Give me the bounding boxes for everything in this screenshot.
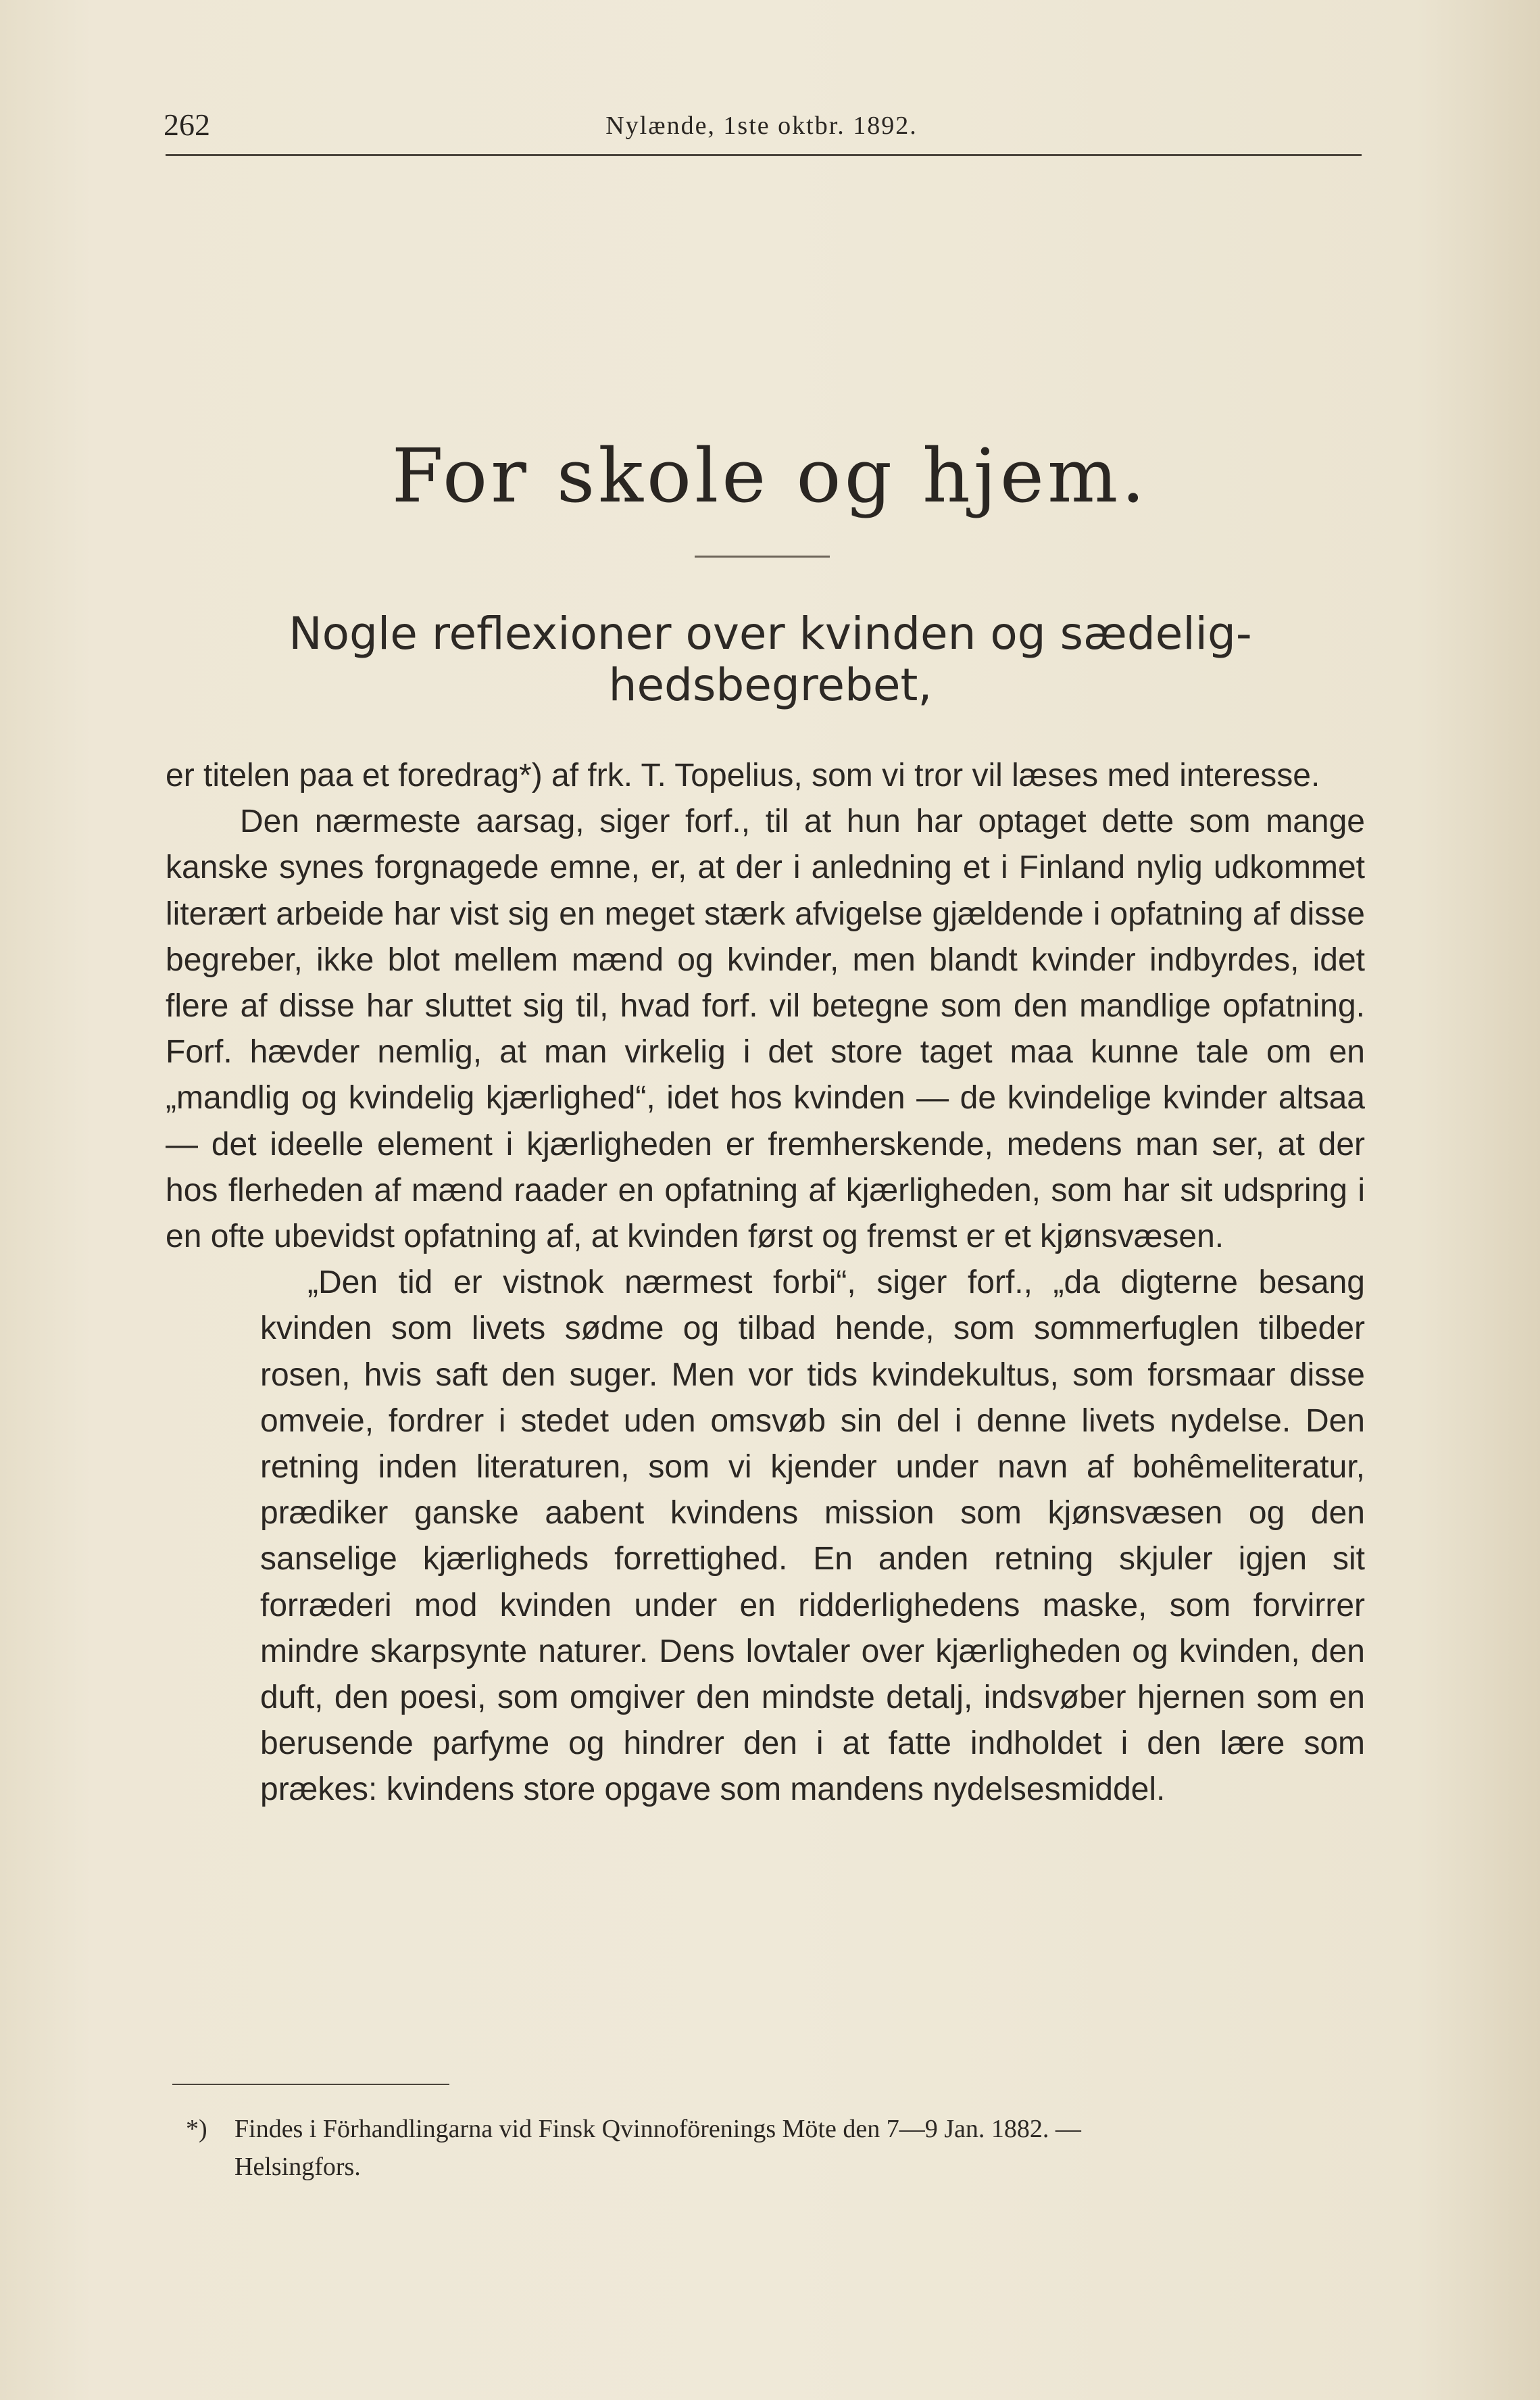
paragraph-cause: Den nærmeste aarsag, siger forf., til at hun har optaget dette som mange kanske synes forgnagede emne, er, at der i anledning et i Finland nylig udkommet literært arbeide har vist sig en meget stærk afvigelse gjældende i opfatning af disse begreber, ikke blot mellem mænd og kvinder, men blandt kvinder indbyrdes, idet flere af disse har sluttet sig til, hvad forf. vil betegne som den mandlige opfatning. Forf. hævder nemlig, at man virkelig i det store taget maa kunne tale om en „mandlig og kvindelig kjærlighed“, idet hos kvinden — de kvindelige kvinder altsaa — det ideelle element i kjærligheden er fremherskende, medens man ser, at der hos flerheden af mænd raader en opfatning af kjærligheden, som har sit udspring i en ofte ubevidst opfatning af, at kvinden først og fremst er et kjønsvæsen. <box>166 804 1365 1255</box>
article-heading-line-1: Nogle reflexioner over kvinden og sædelig- <box>289 608 1252 660</box>
paragraph-quote: „Den tid er vistnok nærmest forbi“, siger forf., „da digterne besang kvinden som livets sødme og tilbad hende, som sommerfuglen tilbeder rosen, hvis saft den suger. Men vor tids kvindekultus, som forsmaar disse omveie, fordrer i stedet uden omsvøb sin del i denne livets nydelse. Den retning inden literaturen, som vi kjender under navn af bohêmeliteratur, prædiker ganske aabent kvindens mission som kjønsvæsen og den sanselige kjærligheds forrettighed. En anden retning skjuler igjen sit forræderi mod kvinden under en ridderlighedens maske, som forvirrer mindre skarpsynte naturer. Dens lovtaler over kjærligheden og kvinden, den duft, den poesi, som omgiver den mindste detalj, indsvøber hjernen som en berusende parfyme og hindrer den i at fatte indholdet i den lære som prækes: kvindens store opgave som mandens nydelsesmiddel. <box>260 1265 1365 1808</box>
section-title: For skole og hjem. <box>391 433 1149 519</box>
article-heading-line-2: hedsbegrebet, <box>608 659 933 711</box>
page-header <box>164 101 1360 155</box>
header-rule <box>166 154 1362 156</box>
paragraph-intro: er titelen paa et foredrag*) af frk. T. Topelius, som vi tror vil læses med interesse. <box>166 758 1320 793</box>
footnote-line-2: Helsingfors. <box>234 2153 361 2181</box>
article-heading <box>135 608 1406 711</box>
footnote-rule <box>172 2084 449 2085</box>
footnote-line-1 <box>186 2110 1362 2148</box>
footnote-marker: *) <box>186 2115 207 2143</box>
page-number: 262 <box>164 107 210 142</box>
running-head: Nylænde, 1ste oktbr. 1892. <box>605 112 918 140</box>
footnote <box>186 2110 1362 2186</box>
title-divider <box>695 556 830 558</box>
article-body <box>166 753 1365 1813</box>
footnote-text-1: Findes i Förhandlingarna vid Finsk Qvinnoförenings Möte den 7—9 Jan. 1882. — <box>234 2115 1081 2143</box>
